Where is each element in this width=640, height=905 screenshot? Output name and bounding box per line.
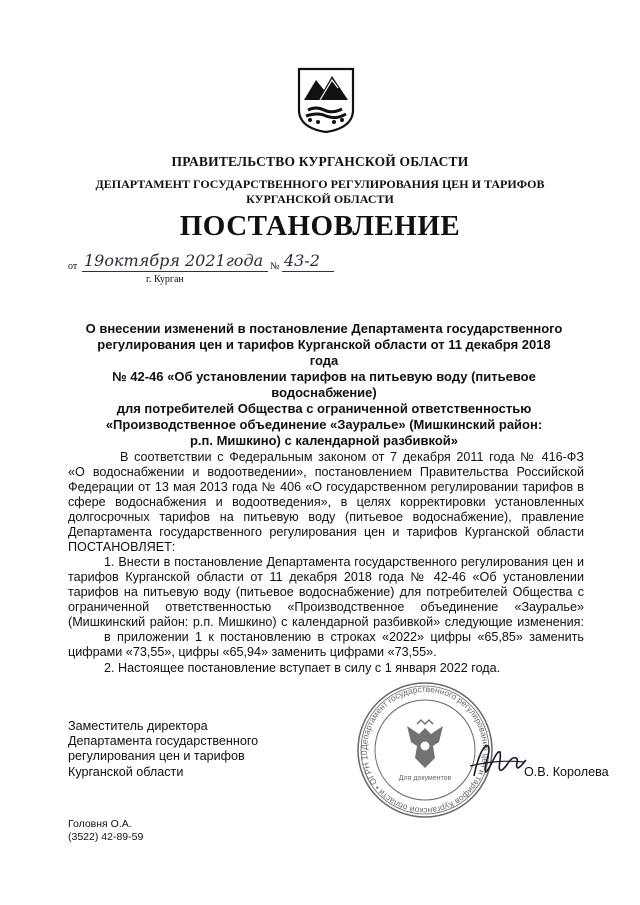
executor-phone: (3522) 42-89-59	[68, 831, 144, 843]
body-line: Департамента государственного регулирования цен и тарифов Курганской области	[68, 525, 584, 539]
subject-line: «Производственное объединение «Зауралье» (Мишкинский район:	[105, 417, 543, 432]
city-name: г. Курган	[146, 274, 184, 285]
body-line: долгосрочных тарифов на питьевую воду (питьевое водоснабжение), правление	[68, 510, 584, 524]
body-line: сфере водоснабжения и водоотведения», в целях корректировки установленных	[68, 495, 584, 509]
signatory-position-line: Департамента государственного	[68, 734, 259, 749]
body-line: в приложении 1 к постановлению в строках «2022» цифры «65,85» заменить	[104, 630, 584, 644]
handwritten-signature	[466, 736, 528, 786]
signatory-position	[68, 719, 258, 780]
subject-line: р.п. Мишкино) с календарной разбивкой»	[189, 433, 459, 448]
eagle-emblem-icon	[407, 720, 443, 768]
body-line: Федерации от 13 мая 2013 года № 406 «О государственном регулировании тарифов в	[68, 480, 584, 494]
subject-line: О внесении изменений в постановление Департамента государственного	[85, 321, 563, 336]
government-name: ПРАВИТЕЛЬСТВО КУРГАНСКОЙ ОБЛАСТИ	[171, 154, 469, 169]
body-line: 1. Внести в постановление Департамента государственного регулирования цен и	[104, 555, 584, 569]
body-line: В соответствии с Федеральным законом от 7 декабря 2011 года № 416-ФЗ	[120, 450, 584, 464]
body-line: цифрами «73,55», цифры «65,94» заменить цифрами «73,55».	[68, 645, 437, 659]
subject-line: для потребителей Общества с ограниченной ответственностью	[116, 401, 532, 416]
executor-name: Головня О.А.	[68, 818, 132, 830]
signatory-name: О.В. Королева	[524, 765, 609, 779]
subject-line: № 42-46 «Об установлении тарифов на питьевую воду (питьевое водоснабжение)	[112, 369, 536, 400]
department-name-line2: КУРГАНСКОЙ ОБЛАСТИ	[246, 192, 394, 206]
department-name	[0, 177, 640, 207]
signatory-position-line: регулирования цен и тарифов	[68, 749, 245, 764]
body-line: «О водоснабжении и водоотведении», постановлением Правительства Российской	[68, 465, 584, 479]
seal-ring-text: Департамент государственного регулирования цен и тарифов Курганской области • ОГРН 10	[358, 683, 492, 817]
seal-center-text: Для документов	[398, 775, 452, 782]
subject-line: регулирования цен и тарифов Курганской области от 11 декабря 2018 года	[97, 337, 551, 368]
handwritten-date: 19октября 2021года	[84, 251, 264, 270]
department-name-line1: ДЕПАРТАМЕНТ ГОСУДАРСТВЕННОГО РЕГУЛИРОВАНИЯ ЦЕН И ТАРИФОВ	[95, 177, 545, 191]
body-line: ограниченной ответственностью «Производственное объединение «Зауралье»	[68, 600, 584, 614]
body-line: тарифов Курганской области от 11 декабря 2018 года № 42-46 «Об установлении	[68, 570, 584, 584]
number-label: №	[270, 261, 280, 272]
body-line: (Мишкинский район: р.п. Мишкино) с календарной разбивкой» следующие изменения:	[68, 615, 584, 629]
document-type-title: ПОСТАНОВЛЕНИЕ	[179, 210, 461, 242]
signatory-position-line: Заместитель директора	[68, 719, 208, 733]
body-line: 2. Настоящее постановление вступает в силу с 1 января 2022 года.	[104, 661, 501, 675]
handwritten-number: 43-2	[284, 251, 320, 270]
date-prefix: от	[68, 261, 78, 272]
date-underline	[82, 271, 268, 272]
body-line: тарифов на питьевую воду (питьевое водоснабжение) для потребителей Общества с	[68, 585, 584, 599]
signatory-position-line: Курганской области	[68, 764, 184, 779]
coat-of-arms-emblem	[296, 66, 356, 134]
body-line-resolves: ПОСТАНОВЛЯЕТ:	[68, 540, 176, 554]
document-subject	[82, 321, 566, 449]
number-underline	[282, 271, 334, 272]
executor-info	[68, 818, 143, 844]
